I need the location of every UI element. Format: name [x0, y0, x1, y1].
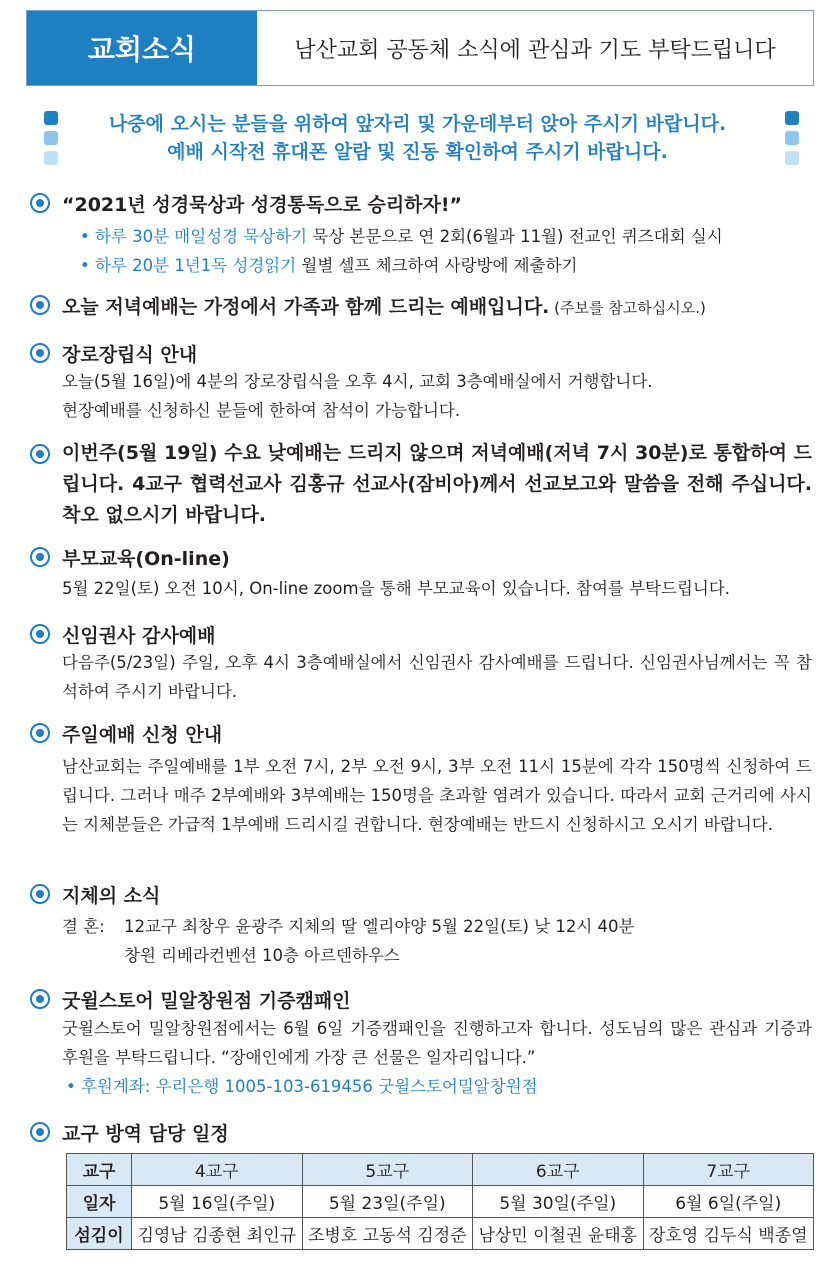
news-text-1: 12교구 최창우 윤광주 지체의 딸 엘리야양 5월 22일(토) 낮 12시 40분: [124, 917, 635, 936]
bullet-icon: [30, 444, 50, 464]
table-cell: 4교구: [132, 1154, 303, 1186]
table-row: [67, 1186, 814, 1218]
sunday-body: 남산교회는 주일예배를 1부 오전 7시, 2부 오전 9시, 3부 오전 11시 15분에 각각 150명씩 신청하여 드립니다. 그러나 매주 2부예배와 3부예배는 150명을 초과할 염려가 있습니다. 따라서 교회 근거리에 사시는 지체분들은 가급적 1부예배 드리시길 권합니다. 현장예배는 반드시 신청하시고 오시기 바랍니다.: [62, 757, 812, 834]
table-cell: 5월 23일(주일): [302, 1186, 473, 1218]
elder-body: [62, 367, 812, 425]
motto-item-2: • 하루 20분 1년1독 성경읽기 월별 셀프 체크하여 사랑방에 제출하기: [80, 256, 578, 275]
goodwill-body: 굿윌스토어 밀알창원점에서는 6월 6일 기증캠패인을 진행하고자 합니다. 성도님의 많은 관심과 기증과 후원을 부탁드립니다. “장애인에게 가장 큰 선물은 일자리입니다.”: [62, 1019, 812, 1067]
bullet-icon: [30, 884, 50, 904]
goodwill-account: 후원계좌: 우리은행 1005-103-619456 굿윌스토어밀알창원점: [80, 1077, 538, 1096]
motto-item-2-text: 월별 셀프 체크하여 사랑방에 제출하기: [296, 256, 578, 275]
table-row: [67, 1218, 814, 1250]
elder-body-2: 현장예배를 신청하신 분들에 한하여 참석이 가능합니다.: [62, 401, 461, 420]
section-header: [26, 10, 814, 86]
header-tab: 교회소식: [27, 11, 257, 85]
motto-item-1-text: 묵상 본문으로 연 2회(6월과 11월) 전교인 퀴즈대회 실시: [307, 227, 723, 246]
notice: [0, 110, 835, 166]
table-cell: 김영남 김종현 최인규: [132, 1218, 303, 1250]
motto-item-1-highlight: 하루 30분 매일성경 묵상하기: [94, 227, 308, 246]
parents-title: 부모교육(On-line): [62, 548, 230, 570]
schedule-title: 교구 방역 담당 일정: [62, 1123, 229, 1145]
news-title: 지체의 소식: [62, 885, 161, 907]
deacon-body: 다음주(5/23일) 주일, 오후 4시 3층예배실에서 신임권사 감사예배를 드립니다. 신임권사님께서는 꼭 참석하여 주시기 바랍니다.: [62, 653, 812, 701]
bullet-icon: [30, 193, 50, 213]
news-line-1: [62, 912, 812, 941]
motto-items: [80, 222, 810, 280]
evening-note: (주보를 참고하십시오.): [549, 299, 706, 317]
bullet-icon: [30, 989, 50, 1009]
table-cell: 5월 16일(주일): [132, 1186, 303, 1218]
goodwill-title: 굿윌스토어 밀알창원점 기증캠패인: [62, 990, 351, 1012]
elder-title: 장로장립식 안내: [62, 344, 198, 366]
motto-item-1: • 하루 30분 매일성경 묵상하기 묵상 본문으로 연 2회(6월과 11월) 전교인 퀴즈대회 실시: [80, 227, 723, 246]
wednesday-text: 이번주(5월 19일) 수요 낮예배는 드리지 않으며 저녁예배(저녁 7시 30분)로 통합하여 드립니다. 4교구 협력선교사 김홍규 선교사(잠비아)께서 선교보고와 말씀을 전해 주십니다. 착오 없으시기 바랍니다.: [62, 442, 812, 526]
table-cell: 6월 6일(주일): [643, 1186, 814, 1218]
bullet-icon: [30, 723, 50, 743]
bullet-icon: [30, 624, 50, 644]
sunday-title: 주일예배 신청 안내: [62, 724, 223, 746]
goodwill-account-line: • 후원계좌: 우리은행 1005-103-619456 굿윌스토어밀알창원점: [66, 1077, 538, 1096]
table-cell: 남상민 이철권 윤태홍: [473, 1218, 644, 1250]
schedule-table: [66, 1153, 814, 1250]
news-body: [62, 912, 812, 970]
table-row: [67, 1154, 814, 1186]
row-label: 교구: [67, 1154, 132, 1186]
deacon-title: 신임권사 감사예배: [62, 625, 216, 647]
parents-body: 5월 22일(토) 오전 10시, On-line zoom을 통해 부모교육이 있습니다. 참여를 부탁드립니다.: [62, 579, 730, 598]
notice-line-1: 나중에 오시는 분들을 위하여 앞자리 및 가운데부터 앉아 주시기 바랍니다.: [108, 113, 727, 135]
bullet-icon: [30, 295, 50, 315]
table-cell: 조병호 고동석 김정준: [302, 1218, 473, 1250]
motto-item-2-highlight: 하루 20분 1년1독 성경읽기: [94, 256, 297, 275]
table-cell: 5교구: [302, 1154, 473, 1186]
table-cell: 6교구: [473, 1154, 644, 1186]
bullet-icon: [30, 343, 50, 363]
table-cell: 7교구: [643, 1154, 814, 1186]
bullet-icon: [30, 547, 50, 567]
table-cell: 5월 30일(주일): [473, 1186, 644, 1218]
table-cell: 장호영 김두식 백종열: [643, 1218, 814, 1250]
news-line-2: 창원 리베라컨벤션 10층 아르덴하우스: [124, 946, 400, 965]
elder-body-1: 오늘(5월 16일)에 4분의 장로장립식을 오후 4시, 교회 3층예배실에서 거행합니다.: [62, 372, 653, 391]
bullet-icon: [30, 1122, 50, 1142]
news-label: 결 혼:: [62, 917, 105, 936]
notice-line-2: 예배 시작전 휴대폰 알람 및 진동 확인하여 주시기 바랍니다.: [167, 141, 668, 163]
evening-title: [62, 292, 706, 319]
evening-title-text: 오늘 저녁예배는 가정에서 가족과 함께 드리는 예배입니다.: [62, 296, 550, 318]
row-label: 일자: [67, 1186, 132, 1218]
row-label: 섬김이: [67, 1218, 132, 1250]
header-subtitle: 남산교회 공동체 소식에 관심과 기도 부탁드립니다: [294, 37, 776, 63]
motto-title: “2021년 성경묵상과 성경통독으로 승리하자!”: [62, 194, 463, 216]
